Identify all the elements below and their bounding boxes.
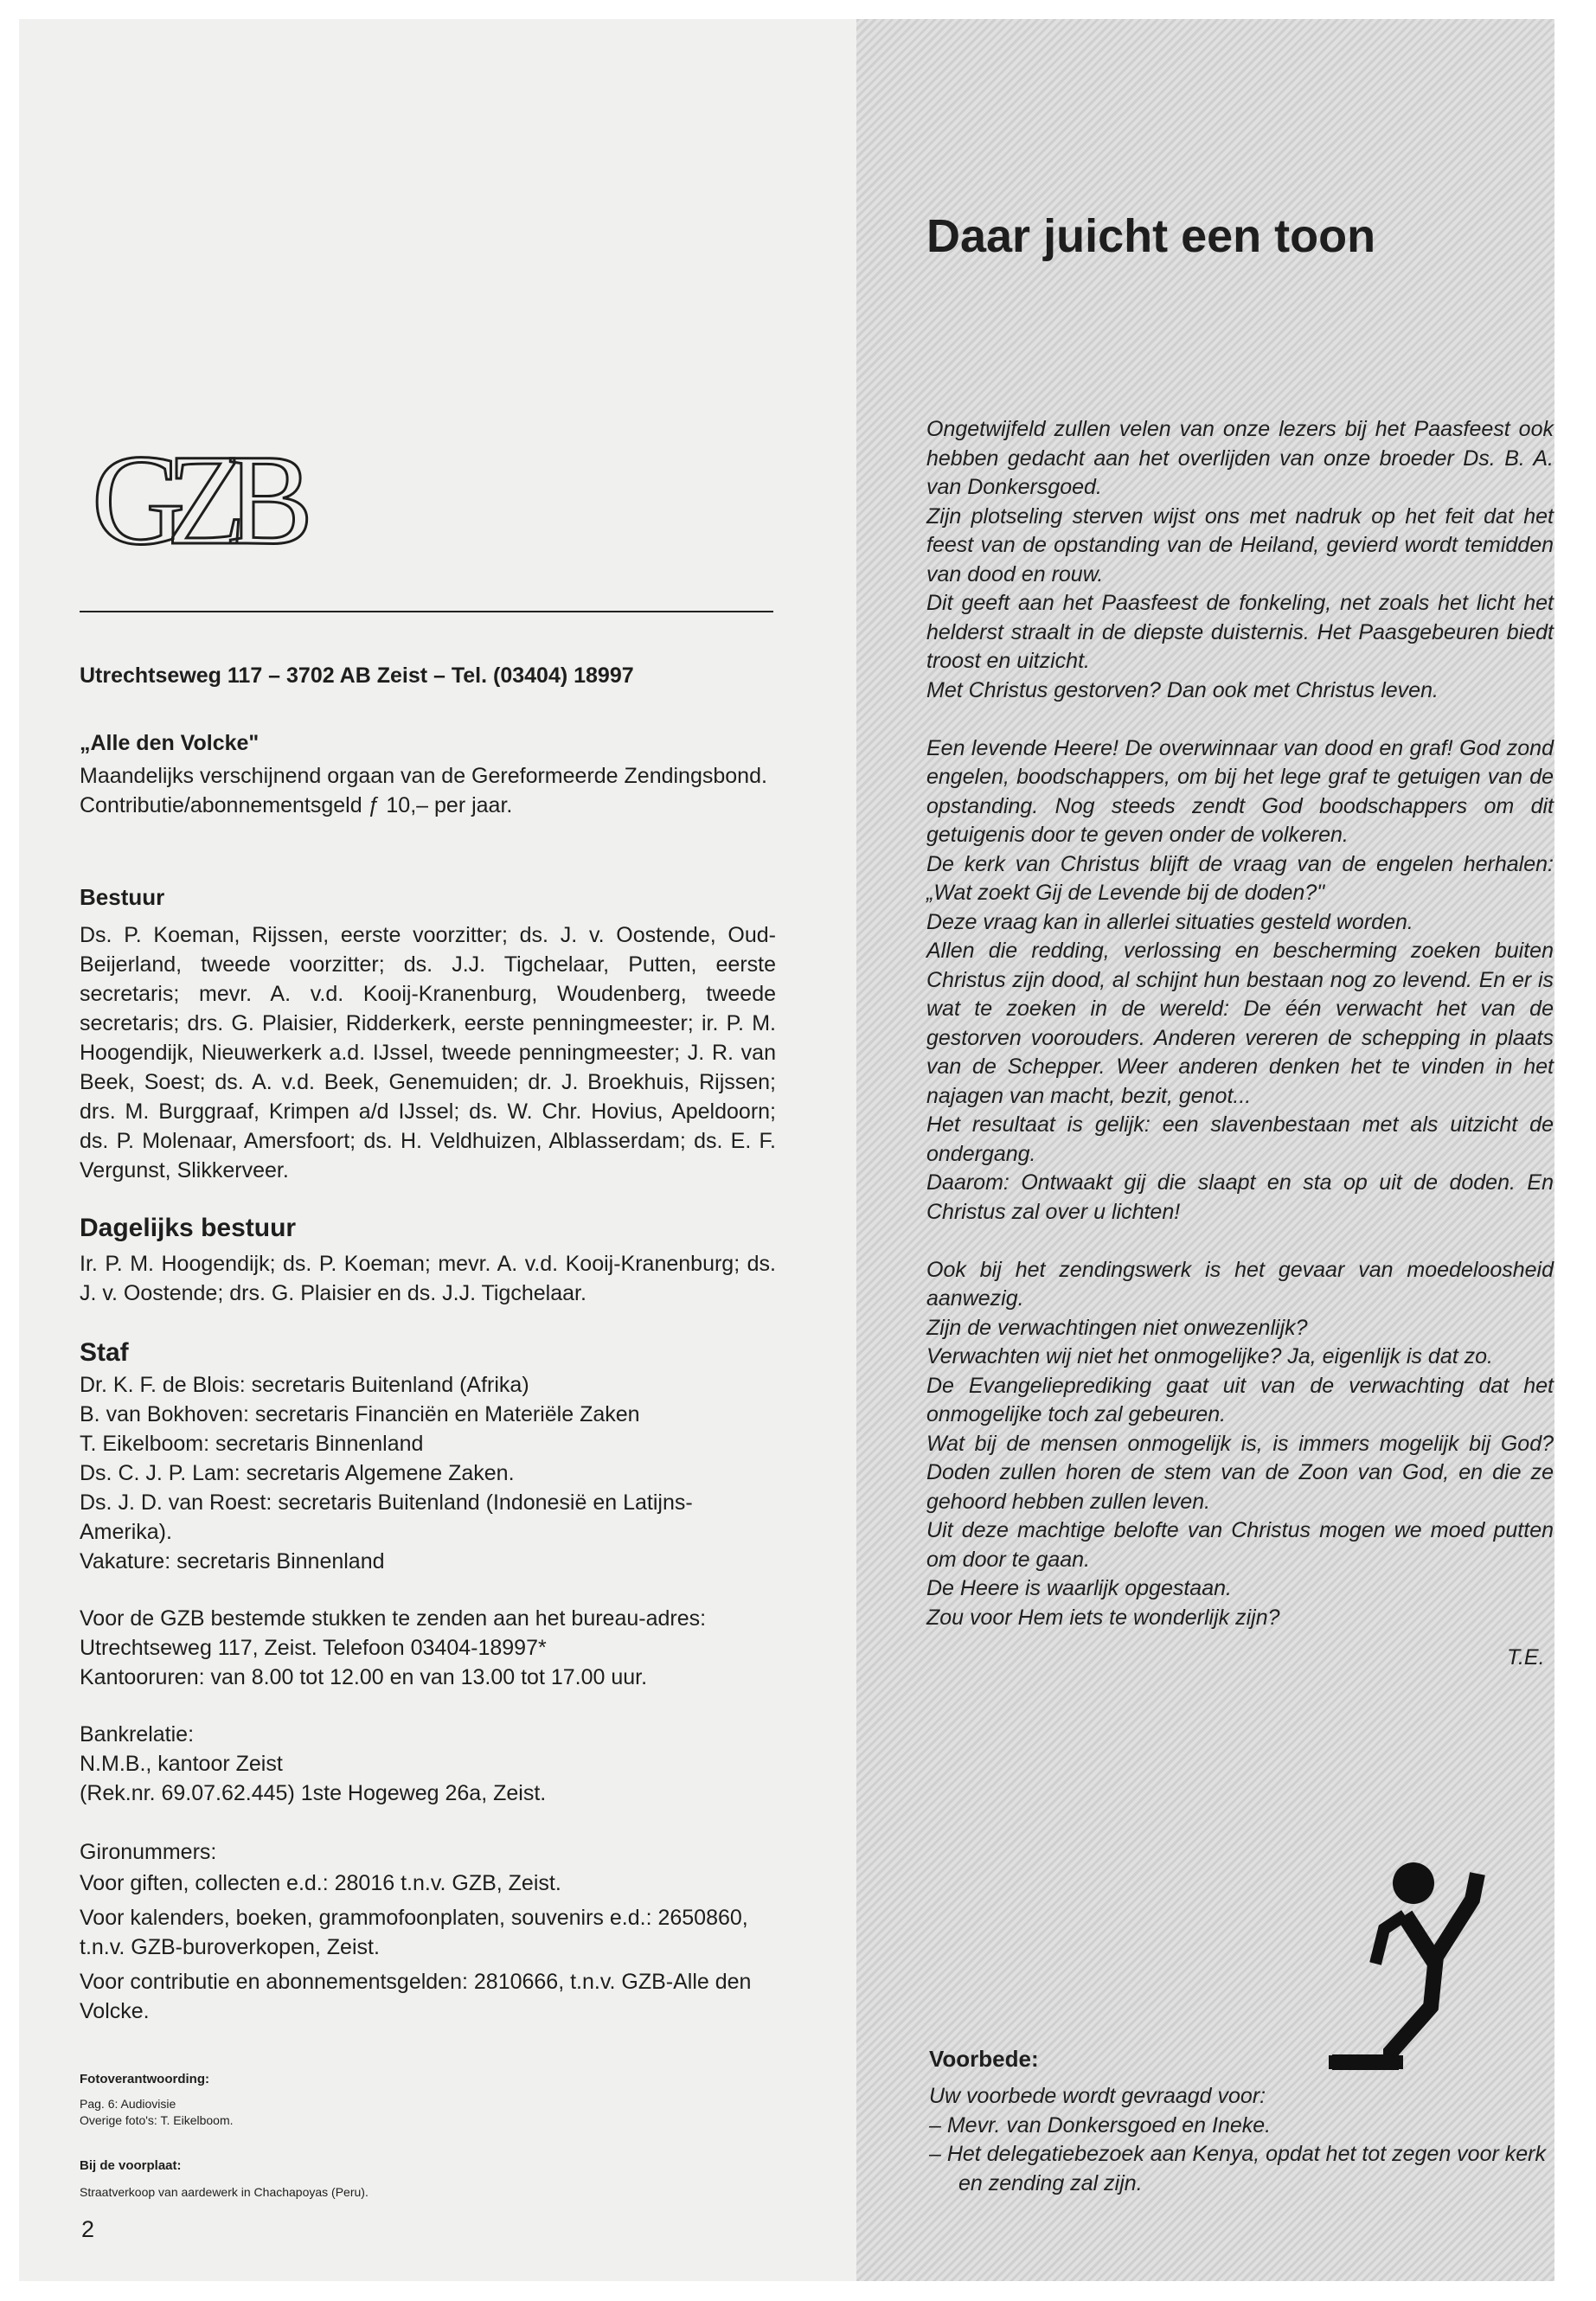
article-body [926,415,1554,1632]
left-column [80,19,798,2281]
divider-rule [80,611,773,612]
contact-line: Kantooruren: van 8.00 tot 12.00 en van 13.00 tot 17.00 uur. [80,1665,648,1689]
article-paragraph: De Heere is waarlijk opgestaan. [926,1576,1232,1600]
article-paragraph: Ongetwijfeld zullen velen van onze lezers bij het Paasfeest ook hebben gedacht aan het overlijden van onze broeder Ds. B. A. van Donkersgoed. [926,417,1554,499]
voorbede-intro: Uw voorbede wordt gevraagd voor: [929,2084,1266,2108]
photo-credit-line: Overige foto's: T. Eikelboom. [80,2113,234,2127]
article-paragraph: Verwachten wij niet het onmogelijke? Ja, eigenlijk is dat zo. [926,1344,1493,1368]
bank-block [80,1720,776,1808]
staf-line: Ds. J. D. van Roest: secretaris Buitenland (Indonesië en Latijns-Amerika). [80,1490,693,1544]
staf-line: T. Eikelboom: secretaris Binnenland [80,1432,424,1456]
staf-line: Vakature: secretaris Binnenland [80,1549,385,1574]
staf-line: Ds. C. J. P. Lam: secretaris Algemene Zaken. [80,1461,515,1485]
staf-block [80,1336,776,1576]
article-paragraph: Deze vraag kan in allerlei situaties gesteld worden. [926,909,1413,934]
contact-line: Voor de GZB bestemde stukken te zenden aan het bureau-adres: [80,1606,707,1631]
contact-block [80,1604,776,1692]
article-paragraph: Zou voor Hem iets te wonderlijk zijn? [926,1605,1280,1630]
article-paragraph: Een levende Heere! De overwinnaar van dood en graf! God zond engelen, boodschappers, om bij het lege graf te getuigen van de opstanding. Nog steeds zendt God boodschappers om dit getuigenis door te geven onder de volkeren. [926,735,1554,847]
magazine-page [19,19,1554,2281]
article-paragraph-spacer [926,1227,1554,1256]
photo-credits-heading: Fotoverantwoording: [80,2072,209,2086]
article-paragraph: Het resultaat is gelijk: een slavenbestaan met als uitzicht de ondergang. [926,1112,1554,1166]
staf-line: Dr. K. F. de Blois: secretaris Buitenland (Afrika) [80,1373,529,1397]
praying-figure-icon [1325,1862,1524,2073]
publication-fee: Contributie/abonnementsgeld ƒ 10,– per jaar. [80,793,513,817]
staf-heading: Staf [80,1338,129,1367]
svg-text:GZB: GZB [92,433,294,572]
photo-credits [80,2071,234,2129]
page-number: 2 [81,2216,95,2242]
photo-credit-line: Pag. 6: Audiovisie [80,2097,176,2111]
article-paragraph: Uit deze machtige belofte van Christus mogen we moed putten om door te gaan. [926,1518,1554,1572]
article-paragraph: Ook bij het zendingswerk is het gevaar van moedeloosheid aanwezig. [926,1257,1554,1311]
publication-title: „Alle den Volcke" [80,731,260,755]
giro-item: Voor contributie en abonnementsgelden: 2810666, t.n.v. GZB-Alle den Volcke. [80,1970,752,2023]
voorbede-heading: Voorbede: [929,2046,1039,2072]
dagelijks-heading: Dagelijks bestuur [80,1214,297,1242]
giro-heading: Gironummers: [80,1840,217,1864]
article-paragraph: Allen die redding, verlossing en bescherming zoeken buiten Christus zijn dood, al schijnt hun bestaan nog zo levend. En er is wat te zoeken in de wereld: De één verwacht het van de gestorven voorouders. Anderen vereren de schepping in plaats van de Schepper. Weer anderen denken het te vinden in het najagen van macht, bezit, genot... [926,939,1554,1108]
cover-caption [80,2157,369,2201]
cover-caption-heading: Bij de voorplaat: [80,2158,182,2173]
article-paragraph: Met Christus gestorven? Dan ook met Christus leven. [926,677,1439,702]
voorbede-body [929,2082,1552,2198]
article-title: Daar juicht een toon [926,210,1376,262]
publication-description: Maandelijks verschijnend orgaan van de Gereformeerde Zendingsbond. [80,764,767,788]
publication-block [80,728,776,820]
article-paragraph: Wat bij de mensen onmogelijk is, is immers mogelijk bij God? Doden zullen horen de stem van de Zoon van God, en die ze gehoord hebben zullen leven. [926,1431,1554,1514]
gzb-logo [92,433,334,580]
article-paragraph: Daarom: Ontwaakt gij die slaapt en sta op uit de doden. En Christus zal over u lichten! [926,1170,1554,1224]
giro-block [80,1837,763,2026]
bestuur-text: Ds. P. Koeman, Rijssen, eerste voorzitter; ds. J. v. Oostende, Oud-Beijerland, tweede voorzitter; ds. J.J. Tigchelaar, Putten, eerste secretaris; mevr. A. v.d. Kooij-Kranenburg, Woudenberg, tweede secretaris; drs. G. Plaisier, Ridderkerk, eerste penningmeester; ir. P. M. Hoogendijk, Nieuwerkerk a.d. IJssel, tweede penningmeester; J. R. van Beek, Soest; ds. A. v.d. Beek, Genemuiden; dr. J. Broekhuis, Rijssen; drs. M. Burggraaf, Krimpen a/d IJssel; ds. W. Chr. Hovius, Apeldoorn; ds. P. Molenaar, Amersfoort; ds. H. Veldhuizen, Alblasserdam; ds. E. F. Vergunst, Slikkerveer. [80,923,776,1183]
bestuur-heading: Bestuur [80,884,165,910]
article-paragraph: Dit geeft aan het Paasfeest de fonkeling, net zoals het licht het helderst straalt in de diepste duisternis. Het Paasgebeuren biedt troost en uitzicht. [926,591,1554,673]
article-paragraph-spacer [926,705,1554,734]
address-line: Utrechtseweg 117 – 3702 AB Zeist – Tel. (03404) 18997 [80,663,634,688]
article-signature: T.E. [1507,1645,1545,1670]
bank-line: N.M.B., kantoor Zeist [80,1752,283,1776]
contact-line: Utrechtseweg 117, Zeist. Telefoon 03404-18997* [80,1636,547,1660]
giro-item: Voor giften, collecten e.d.: 28016 t.n.v. GZB, Zeist. [80,1871,561,1895]
giro-item: Voor kalenders, boeken, grammofoonplaten, souvenirs e.d.: 2650860, t.n.v. GZB-buroverkopen, Zeist. [80,1906,748,1959]
article-paragraph: De Evangelieprediking gaat uit van de verwachting dat het onmogelijke toch zal gebeuren. [926,1373,1554,1426]
article-paragraph: De kerk van Christus blijft de vraag van de engelen herhalen: „Wat zoekt Gij de Levende bij de doden?" [926,851,1554,905]
bestuur-block [80,882,776,1185]
dagelijks-block [80,1211,776,1308]
bank-line: (Rek.nr. 69.07.62.445) 1ste Hogeweg 26a, Zeist. [80,1781,547,1805]
dagelijks-text: Ir. P. M. Hoogendijk; ds. P. Koeman; mevr. A. v.d. Kooij-Kranenburg; ds. J. v. Oostende; drs. G. Plaisier en ds. J.J. Tigchelaar. [80,1252,776,1305]
article-paragraph: Zijn plotseling sterven wijst ons met nadruk op het feit dat het feest van de opstanding van de Heiland, gevierd wordt temidden van dood en rouw. [926,503,1554,586]
cover-caption-text: Straatverkoop van aardewerk in Chachapoyas (Peru). [80,2185,369,2199]
voorbede-item: – Het delegatiebezoek aan Kenya, opdat het tot zegen voor kerk en zending zal zijn. [929,2142,1546,2195]
bank-line: Bankrelatie: [80,1722,195,1747]
staf-line: B. van Bokhoven: secretaris Financiën en Materiële Zaken [80,1402,640,1426]
voorbede-item: – Mevr. van Donkersgoed en Ineke. [929,2112,1272,2138]
article-paragraph: Zijn de verwachtingen niet onwezenlijk? [926,1315,1308,1340]
